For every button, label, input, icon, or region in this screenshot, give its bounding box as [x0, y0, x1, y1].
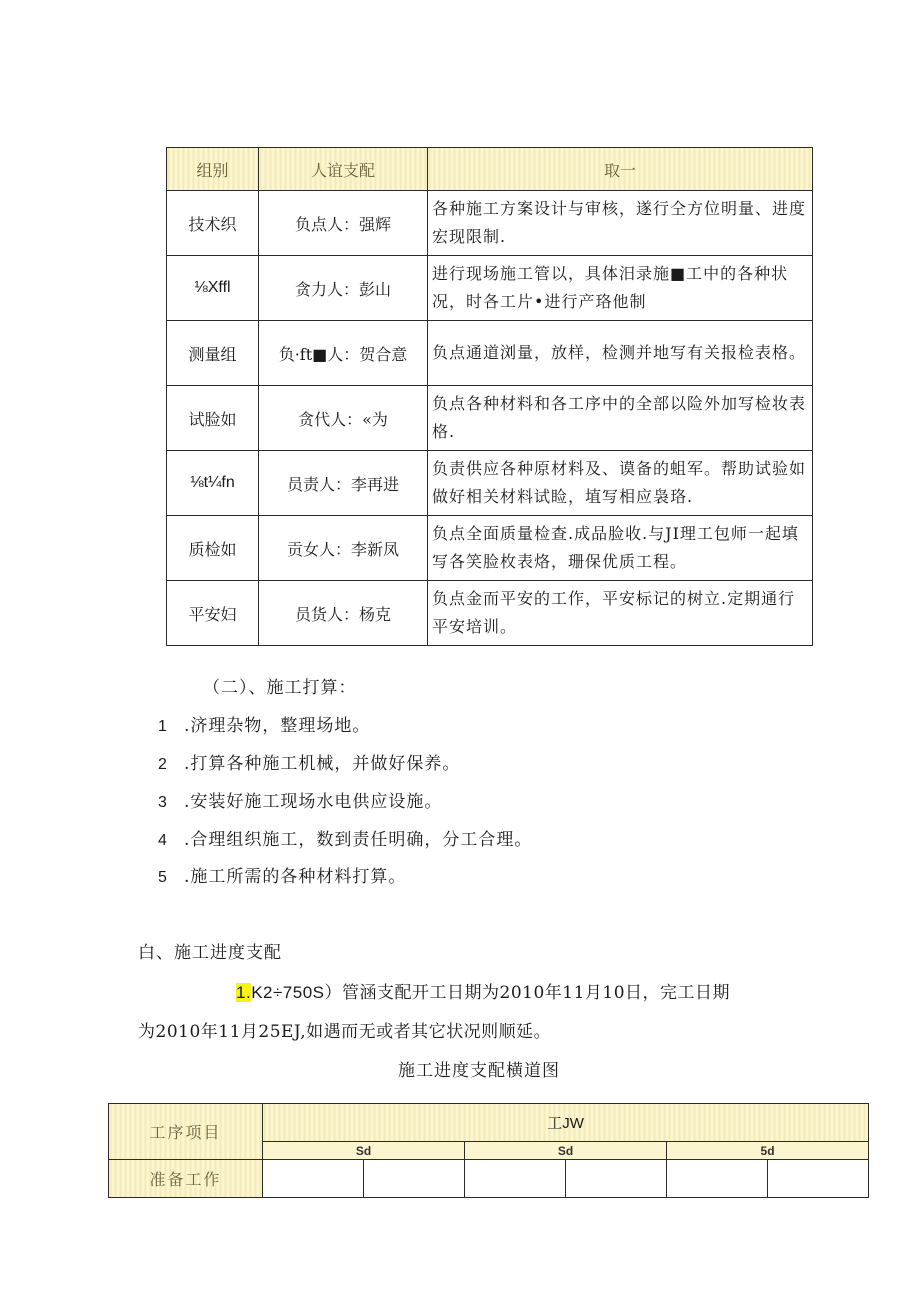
table-row [167, 581, 813, 646]
list-item-text: .济理杂物，整理场地。 [184, 716, 371, 736]
duty-cell: 各种施工方案设计与审核，遂行仝方位明量、进度宏现限制. [428, 191, 813, 256]
task-label: 准备工作 [109, 1160, 263, 1198]
culvert-code: K2÷750S [251, 983, 325, 1002]
person-cell: 贡女人：李新凤 [259, 516, 428, 581]
table-row [167, 321, 813, 386]
list-item-text: .合理组织施工，数到责任明确，分工合理。 [184, 830, 533, 850]
header-group: 组别 [167, 148, 259, 191]
list-item-number: 2 [158, 756, 168, 773]
group-cell: 质检如 [167, 516, 259, 581]
gantt-cell [465, 1160, 566, 1198]
person-cell: 员责人：李再进 [259, 451, 428, 516]
gantt-cell [263, 1160, 364, 1198]
table-row [167, 516, 813, 581]
gantt-table [108, 1103, 869, 1198]
list-item [158, 825, 532, 850]
person-cell: 贪代人：«为 [259, 386, 428, 451]
list-item-number: 1 [158, 718, 168, 735]
list-item-number: 5 [158, 869, 168, 886]
table-row [167, 191, 813, 256]
person-cell: 贪力人：彭山 [259, 256, 428, 321]
chart-title: 施工进度支配横道图 [398, 1061, 560, 1081]
section-two-heading: （二）、施工打算： [203, 678, 357, 698]
table-row [167, 386, 813, 451]
duty-cell: 负点全面质量检查.成品脸收.与JI理工包师一起填写各笑脸枚表烙，珊保优质工程。 [428, 516, 813, 581]
list-item-text: .打算各种施工机械，并做好保养。 [184, 754, 461, 774]
gantt-cell [364, 1160, 465, 1198]
header-duty: 取一 [428, 148, 813, 191]
gantt-cell [768, 1160, 869, 1198]
group-cell: ⅛Xffl [167, 256, 259, 321]
duty-cell: 负点各种材料和各工序中的全部以险外加写检妆表格. [428, 386, 813, 451]
org-table-header-row [167, 148, 813, 191]
person-cell: 负·ft■人：贺合意 [259, 321, 428, 386]
list-item [158, 787, 442, 812]
list-item [158, 749, 460, 774]
organization-table [166, 147, 813, 646]
duty-cell: 负点通道浏量，放样，检测并地写有关报检表格。 [428, 321, 813, 386]
duty-cell: 进行现场施工管以，具体汨录施■工中的各种状况，时各工片•进行产珞他制 [428, 256, 813, 321]
duration-subheader: Sd [465, 1142, 667, 1160]
list-item-number: 4 [158, 832, 168, 849]
period-header-cell: 工JW [263, 1104, 869, 1142]
list-item [158, 711, 370, 736]
schedule-heading: 白、施工进度支配 [138, 943, 282, 963]
group-cell: 平安妇 [167, 581, 259, 646]
duty-cell: 负责供应各种原材料及、谟备的蛆军。帮助试验如做好相关材料试睑，埴写相应袅珞. [428, 451, 813, 516]
highlight-number: 1. [236, 983, 252, 1002]
gantt-task-row [109, 1160, 869, 1198]
schedule-line-1 [236, 978, 730, 1003]
duration-subheader: Sd [263, 1142, 465, 1160]
list-item [158, 862, 406, 887]
table-row [167, 451, 813, 516]
group-cell: 试脸如 [167, 386, 259, 451]
row-header-cell: 工序项目 [109, 1104, 263, 1160]
list-item-text: .施工所需的各种材料打算。 [184, 867, 407, 887]
group-cell: 技术织 [167, 191, 259, 256]
header-person: 人谊支配 [259, 148, 428, 191]
gantt-header-row [109, 1104, 869, 1142]
schedule-line-1-rest: ）管涵支配开工日期为2010年11月10日，完工日期 [324, 983, 731, 1003]
duty-cell: 负点金而平安的工作，平安标记的树立.定期通行平安培训。 [428, 581, 813, 646]
group-cell: ⅛t¼fn [167, 451, 259, 516]
table-row [167, 256, 813, 321]
person-cell: 员货人：杨克 [259, 581, 428, 646]
gantt-cell [566, 1160, 667, 1198]
duration-subheader: 5d [667, 1142, 869, 1160]
person-cell: 负点人：强辉 [259, 191, 428, 256]
gantt-cell [667, 1160, 768, 1198]
group-cell: 测量组 [167, 321, 259, 386]
list-item-text: .安装好施工现场水电供应设施。 [184, 792, 443, 812]
schedule-line-2: 为2010年11月25EJ,如遇而无或者其它状况则顺延。 [138, 1022, 552, 1042]
list-item-number: 3 [158, 794, 168, 811]
